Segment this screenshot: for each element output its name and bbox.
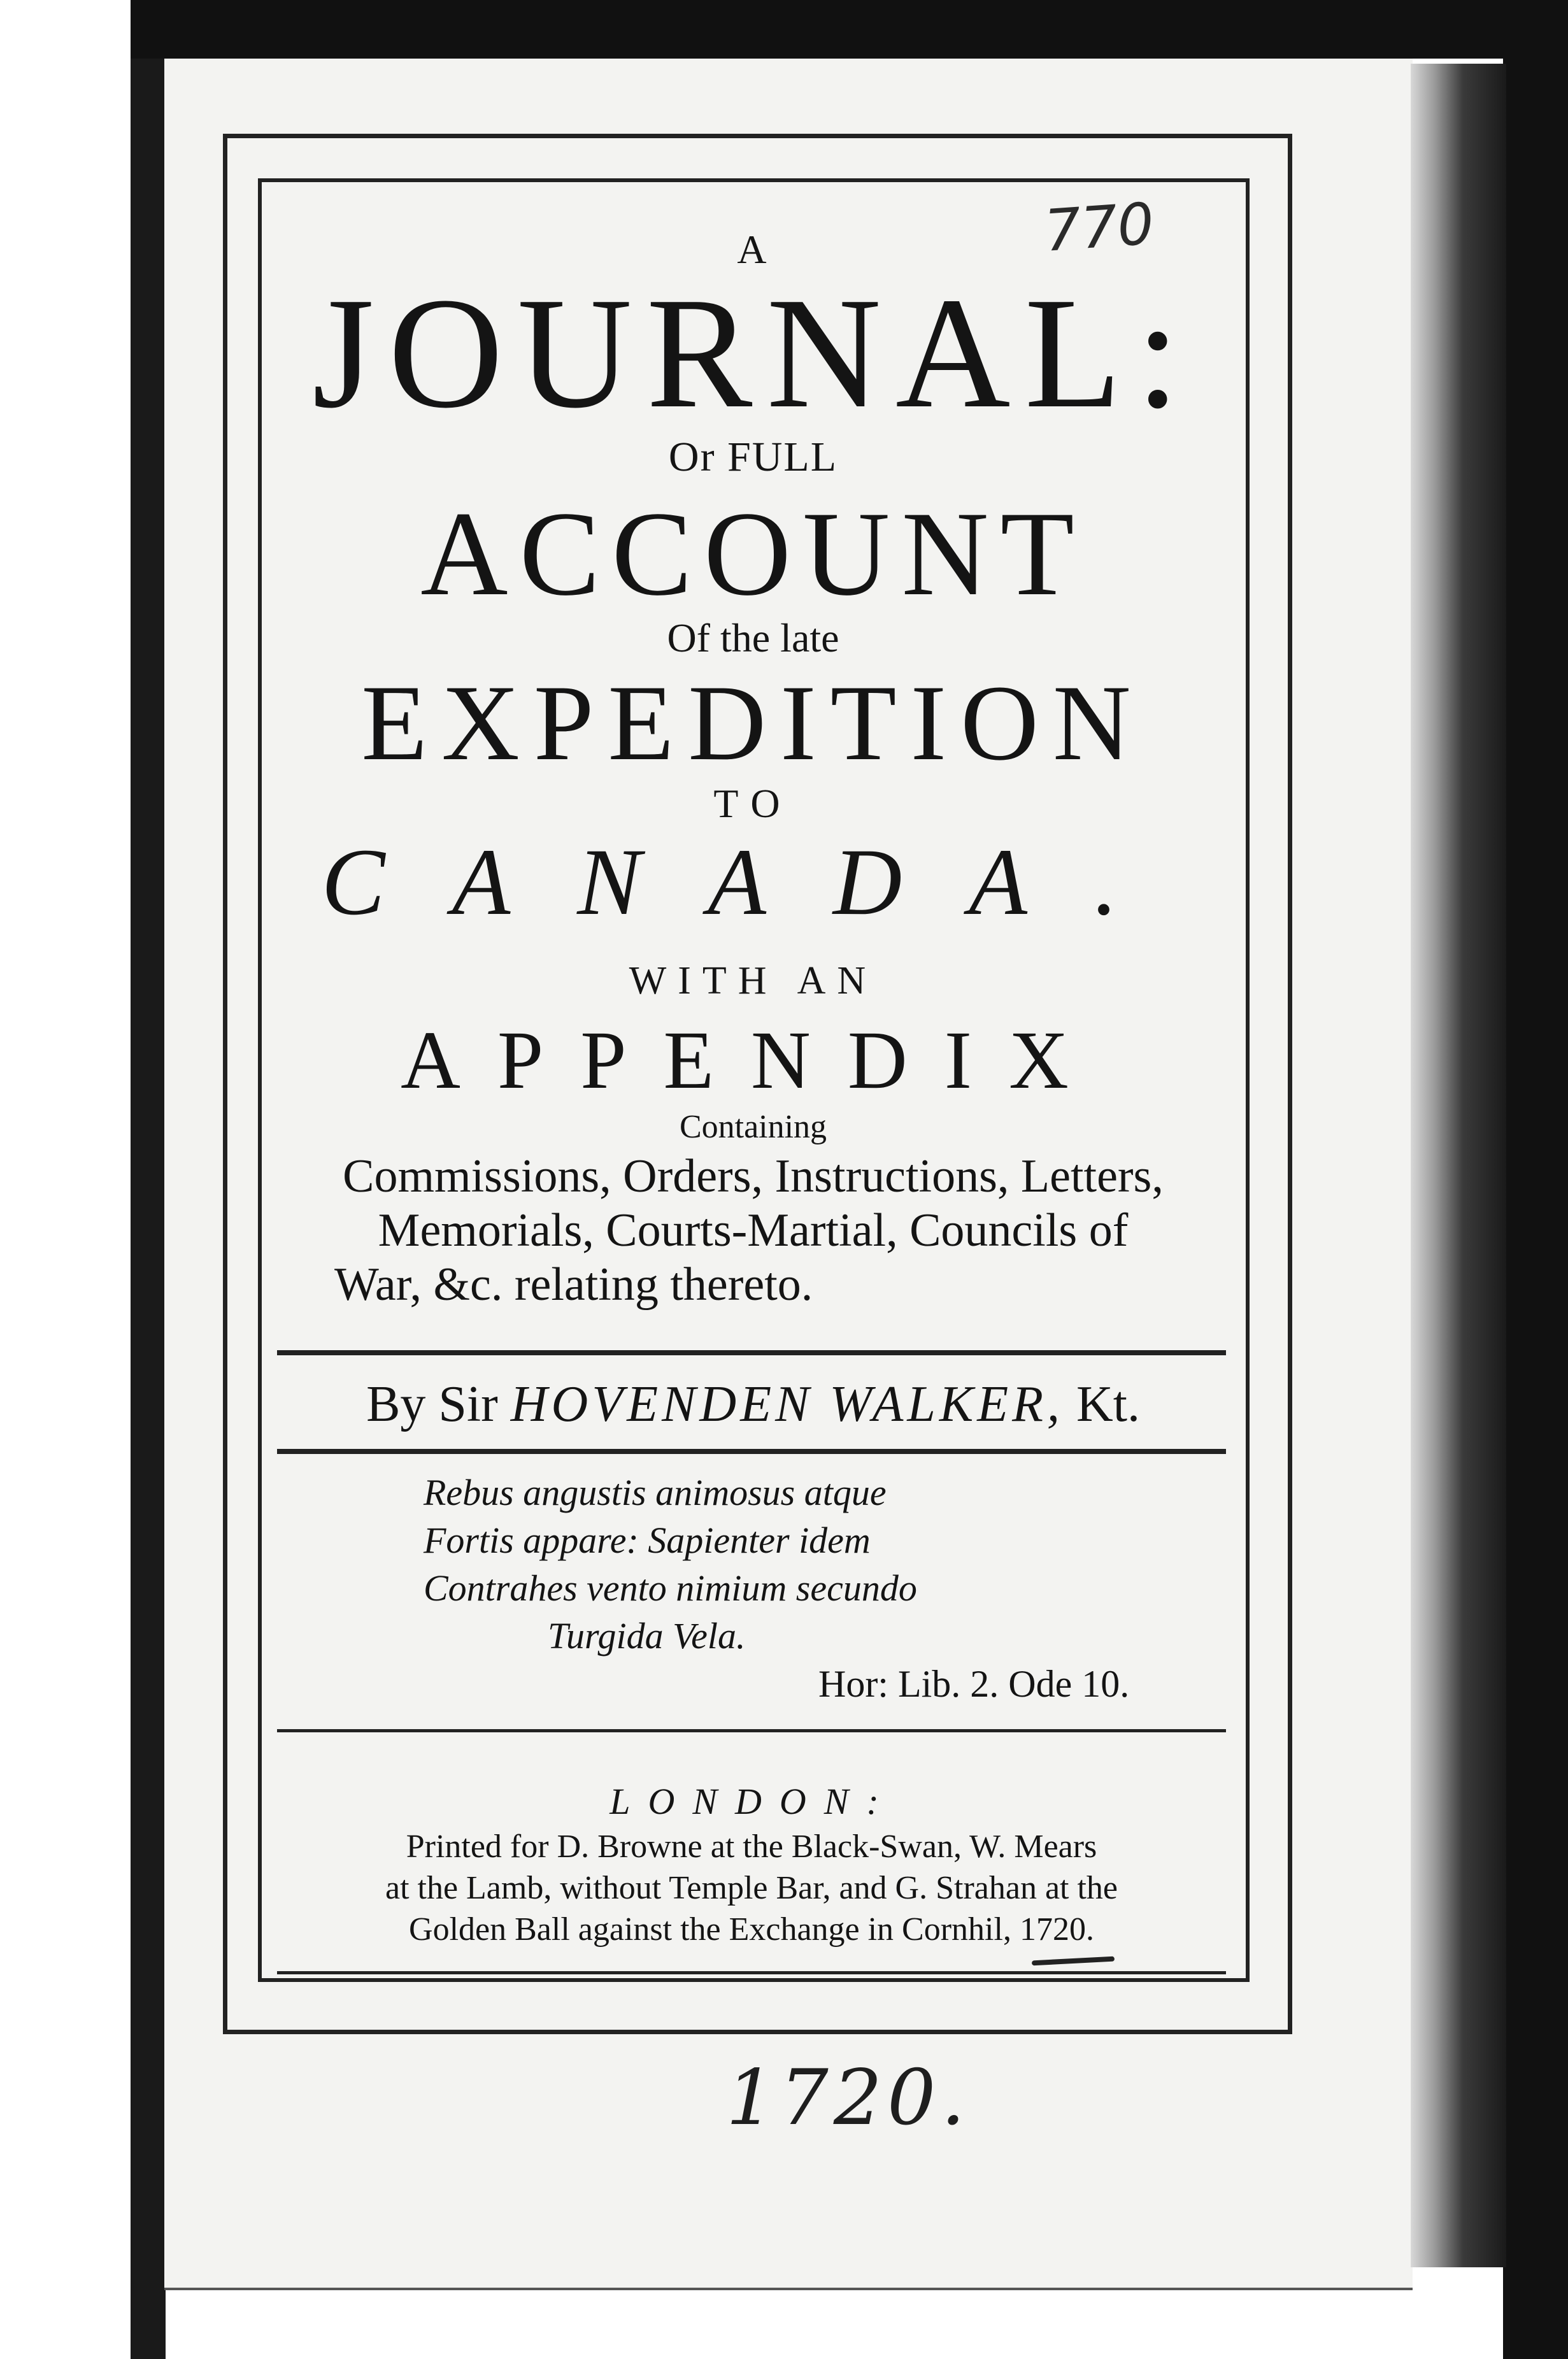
imprint-line-2: at the Lamb, without Temple Bar, and G. Strahan at the	[385, 1870, 1118, 1906]
epigraph-line-2: Fortis appare: Sapienter idem	[424, 1520, 871, 1561]
contents-line-3: War, &c. relating thereto.	[334, 1258, 813, 1311]
subtitle-to: TO	[713, 781, 793, 826]
subtitle-account: ACCOUNT	[420, 487, 1086, 621]
handwritten-note-bottom: 1720.	[726, 2054, 971, 2142]
contents-line-2: Memorials, Courts-Martial, Councils of	[378, 1204, 1129, 1257]
handwritten-note-top: 770	[1042, 190, 1157, 265]
epigraph-line-3: Contrahes vento nimium secundo	[424, 1567, 917, 1609]
author-prefix: By Sir	[366, 1376, 498, 1432]
title-journal: JOURNAL:	[312, 265, 1194, 441]
epigraph-line-1: Rebus angustis animosus atque	[424, 1472, 887, 1513]
subtitle-canada: CANADA.	[321, 829, 1185, 935]
rule-bottom	[277, 1971, 1226, 1974]
epigraph-line-4: Turgida Vela.	[548, 1615, 746, 1657]
subtitle-of-the-late: Of the late	[667, 615, 839, 660]
rule-above-imprint	[277, 1729, 1226, 1732]
imprint-place: LONDON:	[609, 1781, 897, 1822]
rule-below-author	[277, 1449, 1226, 1454]
subtitle-or-full: Or FULL	[668, 434, 838, 480]
author-name: HOVENDEN WALKER,	[510, 1376, 1064, 1432]
title-article: A	[737, 227, 769, 272]
imprint-line-1: Printed for D. Browne at the Black-Swan, W. Mears	[406, 1828, 1097, 1865]
scan-border-right	[1503, 0, 1568, 2359]
scan-border-top	[131, 0, 1568, 59]
scan-border-left	[131, 0, 166, 2359]
subtitle-expedition: EXPEDITION	[361, 663, 1145, 783]
imprint-line-3: Golden Ball against the Exchange in Cornhil, 1720.	[409, 1911, 1094, 1948]
subtitle-with-an: WITH AN	[629, 959, 878, 1002]
subtitle-containing: Containing	[679, 1109, 827, 1145]
contents-line-1: Commissions, Orders, Instructions, Letters,	[343, 1150, 1164, 1202]
rule-above-author	[277, 1350, 1226, 1355]
author-suffix: Kt.	[1076, 1376, 1140, 1432]
page-edge	[1411, 64, 1506, 2267]
epigraph-source: Hor: Lib. 2. Ode 10.	[818, 1663, 1130, 1705]
subtitle-appendix: APPENDIX	[401, 1015, 1106, 1106]
author-line	[258, 1376, 1248, 1434]
